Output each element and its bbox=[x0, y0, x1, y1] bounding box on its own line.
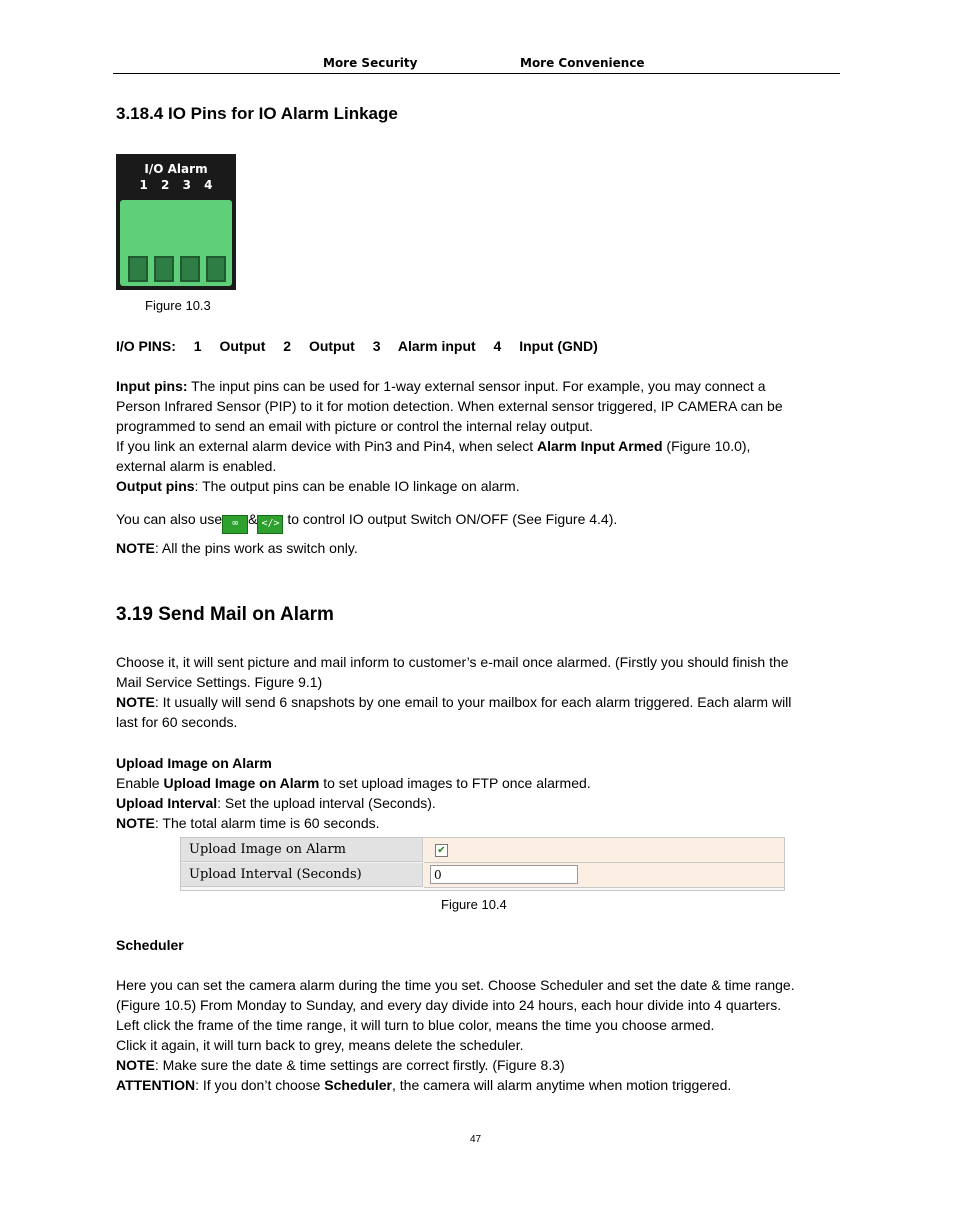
header-left: More Security bbox=[323, 56, 418, 70]
upload-settings-form bbox=[180, 837, 785, 891]
io-alarm-terminal-image bbox=[116, 154, 236, 290]
upload-image-label: Upload Image on Alarm bbox=[181, 838, 423, 862]
terminal-block bbox=[120, 200, 232, 286]
io-alarm-pin-numbers: 1 2 3 4 bbox=[139, 178, 213, 192]
code-icon: </> bbox=[257, 515, 283, 534]
upload-interval-input[interactable]: 0 bbox=[430, 865, 578, 884]
io-pins-line: I/O PINS: 1 Output 2 Output 3 Alarm input 4 Input (GND) bbox=[116, 338, 598, 354]
figure-caption-10-3: Figure 10.3 bbox=[145, 298, 211, 313]
io-alarm-title: I/O Alarm bbox=[144, 162, 208, 176]
page-number: 47 bbox=[470, 1134, 482, 1145]
header-right: More Convenience bbox=[520, 56, 645, 70]
pin-slot bbox=[128, 256, 148, 282]
infinity-icon: ∞ bbox=[222, 515, 248, 534]
input-pins-paragraph: Input pins: The input pins can be used for 1-way external sensor input. For example, you may connect a Person Infrared Sensor (PIP) to it for motion detection. When external sensor triggered, IP CAMERA can be programmed to send an email with picture or control the internal relay output. If you link an external alarm device with Pin3 and Pin4, when select Alarm Input Armed (Figure 10.0), external alarm is enabled. Output pins: The output pins can be enable IO linkage on alarm. bbox=[116, 378, 783, 494]
pin-slot bbox=[180, 256, 200, 282]
pins-note: NOTE: All the pins work as switch only. bbox=[116, 540, 358, 556]
header-rule bbox=[113, 73, 840, 74]
figure-caption-10-4: Figure 10.4 bbox=[441, 897, 507, 912]
upload-image-heading: Upload Image on Alarm bbox=[116, 755, 272, 771]
upload-image-checkbox[interactable]: ✔ bbox=[435, 844, 448, 857]
upload-interval-label: Upload Interval (Seconds) bbox=[181, 863, 423, 887]
send-mail-paragraph: Choose it, it will sent picture and mail inform to customer’s e-mail once alarmed. (Firstly you should finish the Mail Service Settings. Figure 9.1) NOTE: It usually will send 6 snapshots by one email to your mailbox for each alarm triggered. Each alarm will last for 60 seconds. bbox=[116, 654, 792, 730]
form-row-upload-interval bbox=[181, 863, 784, 887]
section-heading-3184: 3.18.4 IO Pins for IO Alarm Linkage bbox=[116, 104, 398, 123]
also-use-line: You can also use ∞ & </> to control IO output Switch ON/OFF (See Figure 4.4). bbox=[116, 509, 846, 534]
scheduler-heading: Scheduler bbox=[116, 937, 184, 953]
upload-image-paragraph: Upload Image on Alarm Enable Upload Image on Alarm to set upload images to FTP once alarmed. Upload Interval: Set the upload interval (Seconds). NOTE: The total alarm time is 60 seconds. bbox=[116, 753, 846, 833]
form-row-upload-image bbox=[181, 838, 784, 862]
pin-slot bbox=[154, 256, 174, 282]
pin-slot bbox=[206, 256, 226, 282]
scheduler-paragraph: Here you can set the camera alarm during the time you set. Choose Scheduler and set the date & time range. (Figure 10.5) From Monday to Sunday, and every day divide into 24 hours, each hour divide into 4 quarters. Left click the frame of the time range, it will turn to blue color, means the time you choose armed. Click it again, it will turn back to grey, means delete the scheduler. NOTE: Make sure the date & time settings are correct firstly. (Figure 8.3) ATTENTION: If you don’t choose Scheduler, the camera will alarm anytime when motion triggered. bbox=[116, 977, 795, 1093]
section-heading-319: 3.19 Send Mail on Alarm bbox=[116, 604, 334, 625]
